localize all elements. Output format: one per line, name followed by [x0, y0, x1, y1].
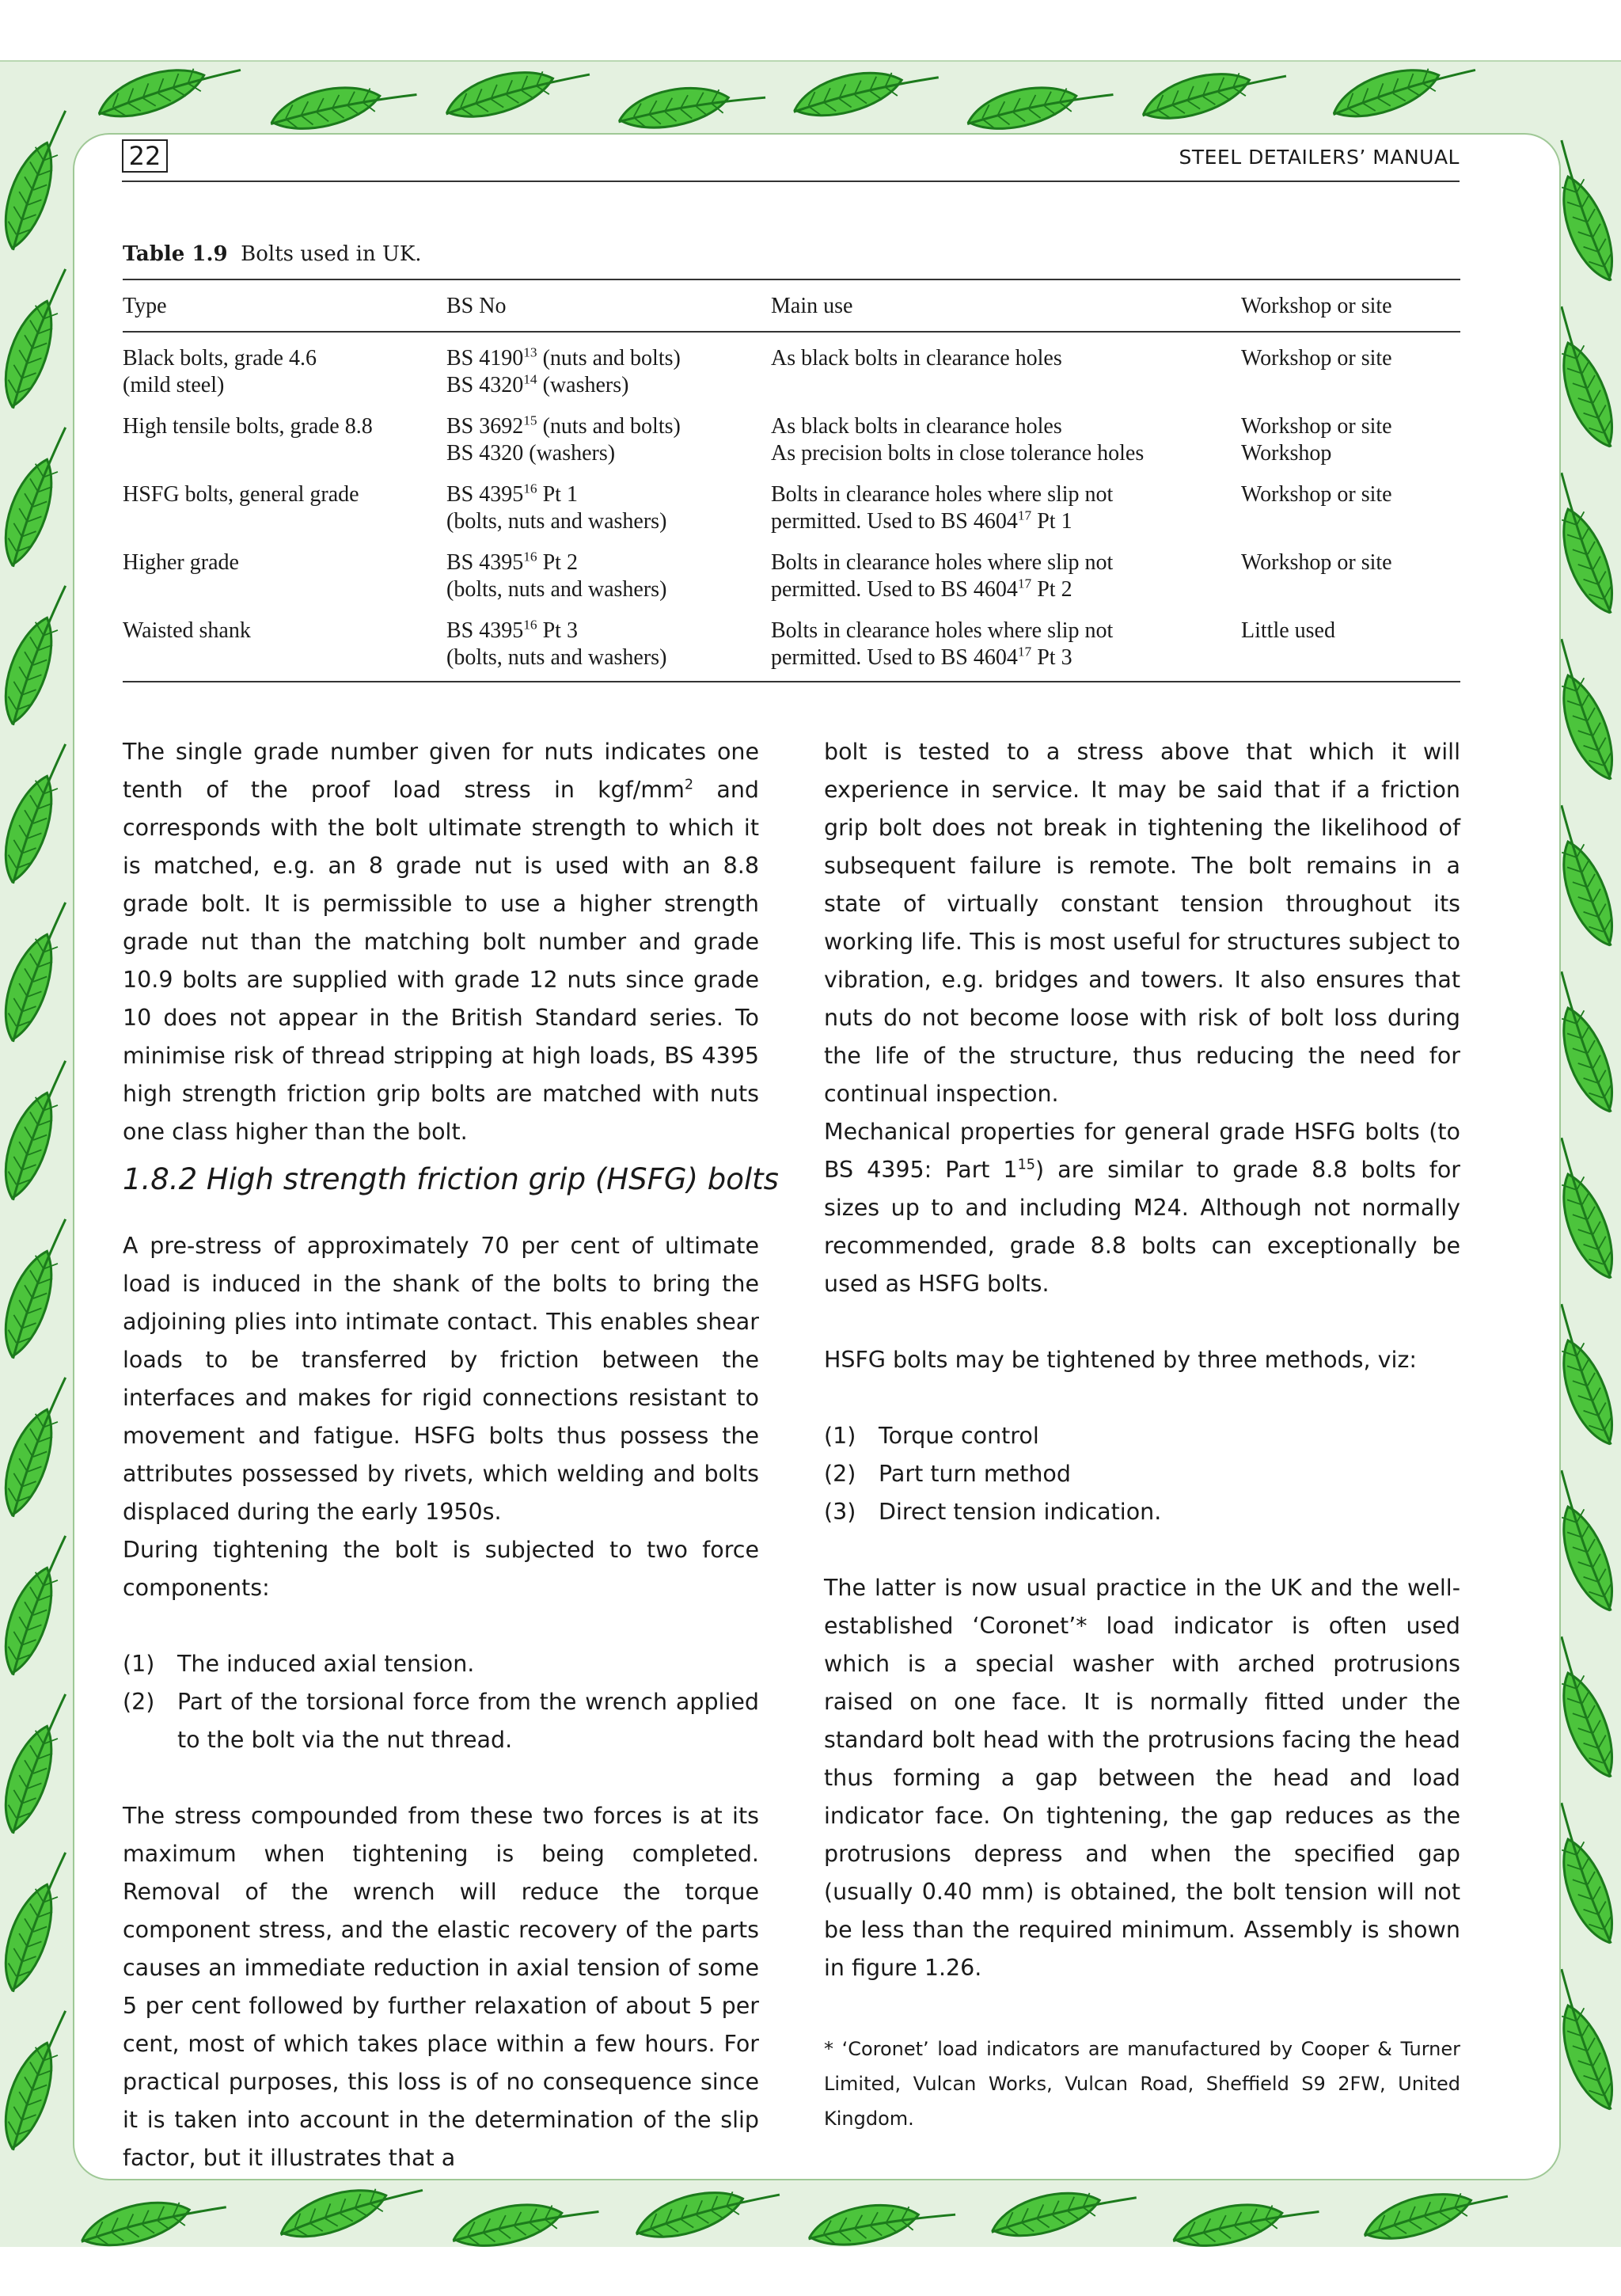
table-cell-type: HSFG bolts, general grade [123, 482, 359, 507]
leaf-icon [0, 261, 77, 413]
leaf-icon [76, 2184, 229, 2255]
table-cell-workshop-or-site: Workshop or site [1241, 482, 1392, 507]
table-cell-bs-no: BS 4395$^{16}$ Pt 1 [446, 481, 578, 507]
leaf-icon [0, 1211, 77, 1363]
table-caption-label: Table 1.9 [123, 242, 228, 266]
table-header-rule [123, 331, 1460, 333]
table-caption [123, 242, 422, 266]
table-cell-workshop-or-site: Workshop or site [1241, 550, 1392, 575]
table-cell-bs-no: BS 4395$^{16}$ Pt 2 [446, 549, 578, 575]
table-cell-workshop-or-site: Workshop [1241, 441, 1332, 466]
body-paragraph: Mechanical properties for general grade HSFG bolts (to BS 4395: Part $1^{15}$) are similar to grade 8.8 bolts for sizes up to and including M24. Although not normally recommended, grade 8.8 bolts can exceptionally be used as HSFG bolts. [824, 1119, 1460, 1297]
table-cell-type: Black bolts, grade 4.6 [123, 346, 317, 371]
table-caption-text: Bolts used in UK. [241, 242, 422, 266]
leaf-icon [630, 2172, 783, 2247]
table-cell-type: (mild steel) [123, 373, 225, 397]
leaf-icon [1327, 48, 1479, 127]
leaf-icon [92, 48, 245, 127]
leaf-icon [788, 55, 941, 125]
table-cell-main-use: As black bolts in clearance holes [771, 414, 1062, 439]
table-cell-bs-no: (bolts, nuts and washers) [446, 509, 667, 534]
body-paragraph: The latter is now usual practice in the UK and the well-established ‘Coronet’* load indicator is often used which is a special washer with arched protrusions raised on one face. It is normally fitted under the standard bolt head with the protrusions facing the head thus forming a gap between the head and load indicator face. On tightening, the gap reduces as the protrusions depress and when the specified gap (usually 0.40 mm) is obtained, the bolt tension will not be less than the required minimum. Assembly is shown in figure 1.26. [824, 1575, 1460, 1981]
leaf-icon [962, 71, 1115, 137]
table-cell-type: High tensile bolts, grade 8.8 [123, 414, 373, 439]
table-cell-bs-no: BS 4320 (washers) [446, 441, 616, 466]
footnote: * ‘Coronet’ load indicators are manufactured by Cooper & Turner Limited, Vulcan Works, Vulcan Road, Sheffield S9 2FW, United Kingdom. [824, 2038, 1460, 2130]
leaf-icon [448, 2188, 601, 2254]
body-paragraph: The single grade number given for nuts indicates one tenth of the proof load stress in kgf/$mm^2$ and corresponds with the bolt ultimate strength to which it is matched, e.g. an 8 grade nut is used with an 8.8 grade bolt. It is permissible to use a higher strength grade nut than the matching bolt number and grade 10.9 bolts are supplied with grade 12 nuts since grade 10 does not appear in the British Standard series. To minimise risk of thread stripping at high loads, BS 4395 high strength friction grip bolts are matched with nuts one class higher than the bolt. [123, 739, 759, 1145]
leaf-icon [1168, 2188, 1321, 2254]
table-cell-main-use: Bolts in clearance holes where slip not [771, 482, 1114, 507]
table-header-main-use: Main use [771, 294, 853, 318]
table-cell-main-use: Bolts in clearance holes where slip not [771, 618, 1114, 643]
table-header-type: Type [123, 294, 167, 318]
table-cell-bs-no: (bolts, nuts and washers) [446, 577, 667, 602]
table-cell-workshop-or-site: Workshop or site [1241, 414, 1392, 439]
body-paragraph: The stress compounded from these two forces is at its maximum when tightening is being completed. Removal of the wrench will reduce the torque component stress, and the elastic recovery of the parts causes an immediate reduction in axial tension of some 5 per cent followed by further relaxation of about 5 per cent, most of which takes place within a few hours. For practical purposes, this loss is of no consequence since it is taken into account in the determination of the slip factor, but it illustrates that a [123, 1803, 759, 2171]
leaf-icon [1137, 53, 1289, 128]
body-paragraph: bolt is tested to a stress above that which it will experience in service. It may be said that if a friction grip bolt does not break in tightening the likelihood of subsequent failure is remote. The bolt remains in a state of virtually constant tension throughout its working life. This is most useful for structures subject to vibration, e.g. bridges and towers. It also ensures that nuts do not become loose with risk of bolt loss during the life of the structure, thus reducing the need for continual inspection. [824, 739, 1460, 1107]
leaf-icon [805, 2191, 958, 2252]
leaf-icon [0, 420, 77, 572]
table-header-bs-no: BS No [446, 294, 507, 318]
leaf-icon [0, 103, 77, 255]
running-head: STEEL DETAILERS’ MANUAL [1179, 146, 1460, 169]
table-cell-main-use: As black bolts in clearance holes [771, 346, 1062, 371]
table-cell-main-use: permitted. Used to BS 4604$^{17}$ Pt 3 [771, 644, 1072, 670]
table-bottom-rule [123, 681, 1460, 682]
table-cell-workshop-or-site: Little used [1241, 618, 1335, 643]
table-header-workshop-or-site: Workshop or site [1241, 294, 1392, 318]
leaf-icon [0, 1053, 77, 1205]
leaf-icon [0, 1686, 77, 1838]
table-cell-bs-no: (bolts, nuts and washers) [446, 645, 667, 670]
leaf-icon [440, 51, 593, 127]
body-paragraph: HSFG bolts may be tightened by three methods, viz: [824, 1347, 1417, 1373]
leaf-icon [615, 74, 768, 135]
leaf-icon [1358, 2173, 1511, 2248]
table-cell-bs-no: BS 4190$^{13}$ (nuts and bolts) [446, 344, 681, 371]
leaf-icon [986, 2175, 1139, 2245]
table-top-rule [123, 279, 1460, 280]
table-cell-type: Waisted shank [123, 618, 251, 643]
header-rule [122, 181, 1460, 182]
leaf-icon [0, 736, 77, 888]
leaf-icon [0, 895, 77, 1047]
section-heading: 1.8.2 High strength friction grip (HSFG) bolts [123, 1162, 779, 1196]
table-cell-main-use: permitted. Used to BS 4604$^{17}$ Pt 1 [771, 507, 1072, 534]
leaf-icon [266, 71, 419, 137]
table-cell-main-use: permitted. Used to BS 4604$^{17}$ Pt 2 [771, 576, 1072, 602]
table-cell-bs-no: BS 3692$^{15}$ (nuts and bolts) [446, 412, 681, 439]
leaf-icon [0, 1370, 77, 1522]
table-cell-bs-no: BS 4395$^{16}$ Pt 3 [446, 617, 578, 643]
table-cell-workshop-or-site: Workshop or site [1241, 346, 1392, 371]
table-cell-main-use: As precision bolts in close tolerance holes [771, 441, 1145, 466]
table-cell-bs-no: BS 4320$^{14}$ (washers) [446, 371, 629, 397]
body-paragraph: A pre-stress of approximately 70 per cent of ultimate load is induced in the shank of the bolts to bring the adjoining plies into intimate contact. This enables shear loads to be transferred by friction between the interfaces and makes for rigid connections resistant to movement and fatigue. HSFG bolts thus possess the attributes possessed by rivets, which welding and bolts displaced during the early 1950s. [123, 1233, 759, 1525]
body-paragraph: During tightening the bolt is subjected to two force components: [123, 1537, 759, 1601]
leaf-icon [0, 1528, 77, 1680]
leaf-icon [0, 2003, 77, 2155]
page-number: 22 [122, 139, 168, 173]
table-cell-type: Higher grade [123, 550, 239, 575]
leaf-icon [0, 578, 77, 730]
leaf-icon [0, 1845, 77, 1997]
table-cell-main-use: Bolts in clearance holes where slip not [771, 550, 1114, 575]
